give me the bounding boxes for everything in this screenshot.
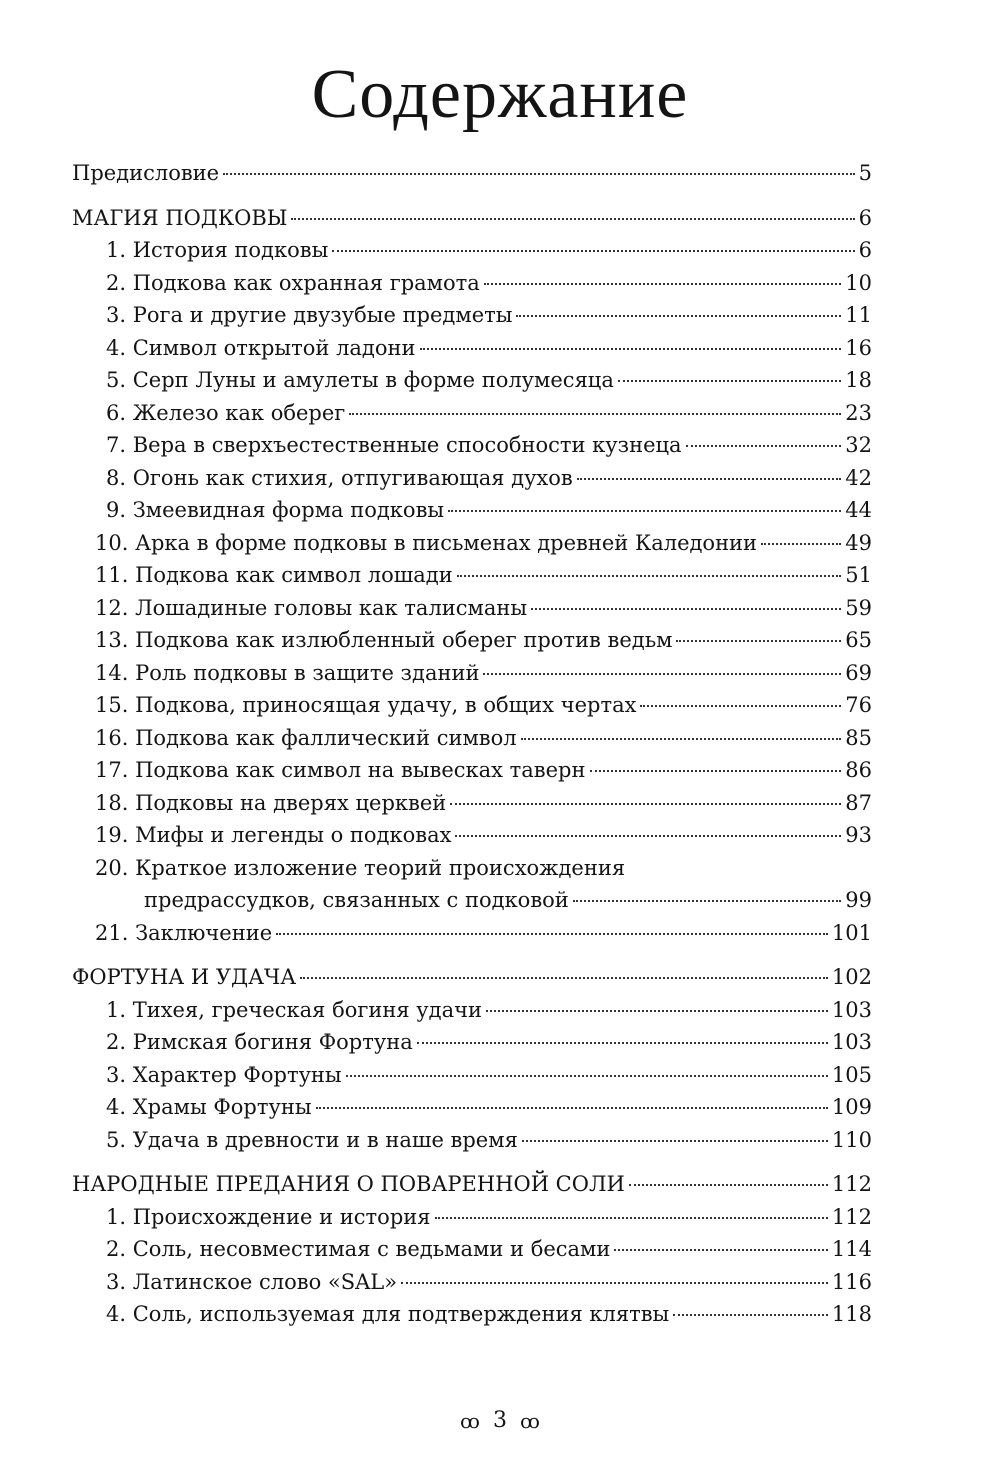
toc-page-number: 118 [831,1302,872,1326]
toc-entry [72,1091,872,1124]
dot-leader [618,380,841,382]
toc-page-number: 65 [845,628,872,652]
dot-leader [676,640,841,642]
toc-entry-title: 1. История подковы [106,238,329,262]
toc-entry [72,722,872,755]
toc-page-number: 103 [831,1030,872,1054]
toc-page-number: 76 [845,693,872,717]
toc-entry-title: 17. Подкова как символ на вывесках таверн [95,758,586,782]
toc-entry-continuation [72,884,872,917]
dot-leader [291,218,854,220]
toc-entry-title: 3. Латинское слово «SAL» [106,1269,398,1294]
page-footer [0,1408,1000,1433]
toc-page-number: 6 [858,205,872,230]
toc-page-number: 6 [858,238,872,262]
toc-entry-title: 8. Огонь как стихия, отпугивающая духов [106,465,573,490]
toc-page-number: 87 [845,790,872,815]
toc-page-number: 10 [845,270,872,295]
toc-entry [72,559,872,592]
dot-leader [223,173,855,175]
toc-entry-title: 10. Арка в форме подковы в письменах древней Каледонии [95,530,758,555]
toc-entry-title: 4. Символ открытой ладони [106,335,416,360]
toc-page-number: 110 [831,1127,872,1152]
toc-page-number: 114 [831,1237,872,1261]
toc-entry [72,917,872,950]
toc-entry-title: 3. Рога и другие двузубые предметы [106,303,513,327]
dot-leader [349,413,841,415]
toc-entry-title: 4. Храмы Фортуны [106,1095,312,1119]
toc-page-number: 32 [845,433,872,457]
toc-page-number: 59 [845,595,872,620]
toc-entry-title: 12. Лошадиные головы как талисманы [95,595,528,620]
dot-leader [450,803,841,805]
toc-page-number: 11 [845,303,872,327]
dot-leader [420,348,842,350]
dot-leader [521,738,842,740]
toc-page-number: 42 [845,465,872,490]
toc-entry-title: 16. Подкова как фаллический символ [95,725,517,750]
dot-leader [673,1314,828,1316]
toc-entry [72,1201,872,1234]
toc-page-number: 44 [845,498,872,522]
toc-entry [72,689,872,722]
dot-leader [686,445,842,447]
toc-entry [72,754,872,787]
toc-entry-title: 15. Подкова, приносящая удачу, в общих чертах [95,693,637,717]
toc-page-number: 16 [845,335,872,360]
toc-page-number: 105 [831,1062,872,1087]
dot-leader [457,575,842,577]
toc-entry [72,364,872,397]
toc-page-number: 23 [845,400,872,425]
toc-entry-title: 11. Подкова как символ лошади [95,563,453,587]
toc-entry-title: 3. Характер Фортуны [106,1062,342,1087]
table-of-contents [72,157,872,1331]
dot-leader [484,283,841,285]
toc-entry [72,462,872,495]
dot-leader [346,1075,828,1077]
toc-entry [72,527,872,560]
toc-entry-title: 9. Змеевидная форма подковы [106,498,445,522]
toc-entry-title: 4. Соль, используемая для подтверждения клятвы [106,1302,670,1326]
dot-leader [522,1140,828,1142]
toc-section [72,961,872,994]
toc-section-title: НАРОДНЫЕ ПРЕДАНИЯ О ПОВАРЕННОЙ СОЛИ [72,1172,625,1196]
right-ornament-icon: ꝏ [520,1409,540,1433]
toc-entry-title: 19. Мифы и легенды о подковах [95,823,452,847]
toc-section [72,202,872,235]
toc-entry [72,624,872,657]
toc-entry-title: 20. Краткое изложение теорий происхождения [95,855,626,880]
dot-leader [640,705,841,707]
toc-entry [72,494,872,527]
dot-leader [614,1249,828,1251]
dot-leader [531,608,841,610]
toc-page-number: 109 [831,1095,872,1119]
dot-leader [435,1217,828,1219]
toc-page-number: 5 [858,161,872,185]
dot-leader [401,1282,828,1284]
toc-entry [72,397,872,430]
toc-page-number: 101 [831,920,872,945]
toc-entry-title-continued: предрассудков, связанных с подковой [144,888,569,912]
dot-leader [276,933,828,935]
toc-section-title: ФОРТУНА И УДАЧА [72,965,297,989]
page-number: 3 [493,1408,507,1433]
toc-entry-title: 1. Происхождение и история [106,1204,431,1229]
toc-page-number: 116 [831,1269,872,1294]
toc-page-number: 51 [845,563,872,587]
toc-entry [72,994,872,1027]
toc-entry-title: 2. Римская богиня Фортуна [106,1030,413,1054]
toc-page-number: 102 [831,965,872,989]
dot-leader [577,478,842,480]
toc-entry [72,429,872,462]
toc-entry [72,787,872,820]
toc-section [72,1168,872,1201]
toc-page-number: 112 [831,1172,872,1196]
toc-section-title: МАГИЯ ПОДКОВЫ [72,205,288,230]
dot-leader [455,835,841,837]
toc-entry [72,819,872,852]
toc-page-number: 85 [845,725,872,750]
toc-entry-title: 14. Роль подковы в защите зданий [95,660,480,685]
toc-page-number: 112 [831,1204,872,1229]
toc-page-number: 86 [845,758,872,782]
toc-entry-title: 21. Заключение [95,920,273,945]
page-title: Содержание [311,56,689,133]
toc-entry [72,157,872,190]
dot-leader [629,1184,828,1186]
toc-entry [72,1026,872,1059]
toc-entry-title: 6. Железо как оберег [106,400,346,425]
toc-entry [72,299,872,332]
toc-entry-title: 5. Серп Луны и амулеты в форме полумесяца [106,368,614,392]
dot-leader [761,543,841,545]
left-ornament-icon: ꝏ [460,1409,480,1433]
toc-entry [72,852,872,885]
toc-entry [72,234,872,267]
dot-leader [486,1010,828,1012]
toc-entry [72,1233,872,1266]
dot-leader [448,510,841,512]
toc-entry-title: 13. Подкова как излюбленный оберег против ведьм [95,628,673,652]
dot-leader [300,977,828,979]
toc-entry-title: 18. Подковы на дверях церквей [95,790,447,815]
toc-page-number: 99 [845,888,872,912]
toc-entry [72,267,872,300]
toc-entry-title: 1. Тихея, греческая богиня удачи [106,997,482,1022]
dot-leader [332,250,854,252]
toc-entry-title: 2. Подкова как охранная грамота [106,270,480,295]
dot-leader [483,673,841,675]
toc-entry-title: 5. Удача в древности и в наше время [106,1127,518,1152]
toc-entry [72,1059,872,1092]
toc-entry [72,657,872,690]
dot-leader [590,770,842,772]
toc-page-number: 69 [845,660,872,685]
toc-page-number: 93 [845,823,872,847]
toc-entry [72,592,872,625]
toc-entry [72,332,872,365]
toc-page-number: 49 [845,530,872,555]
toc-entry [72,1266,872,1299]
dot-leader [573,900,841,902]
toc-page-number: 18 [845,368,872,392]
toc-entry-title: 2. Соль, несовместимая с ведьмами и бесами [106,1237,611,1261]
toc-entry-title: Предисловие [72,161,220,185]
dot-leader [417,1042,828,1044]
toc-page-number: 103 [831,997,872,1022]
dot-leader [316,1107,828,1109]
toc-entry [72,1124,872,1157]
toc-entry [72,1298,872,1331]
dot-leader [516,315,841,317]
toc-entry-title: 7. Вера в сверхъестественные способности кузнеца [106,433,682,457]
